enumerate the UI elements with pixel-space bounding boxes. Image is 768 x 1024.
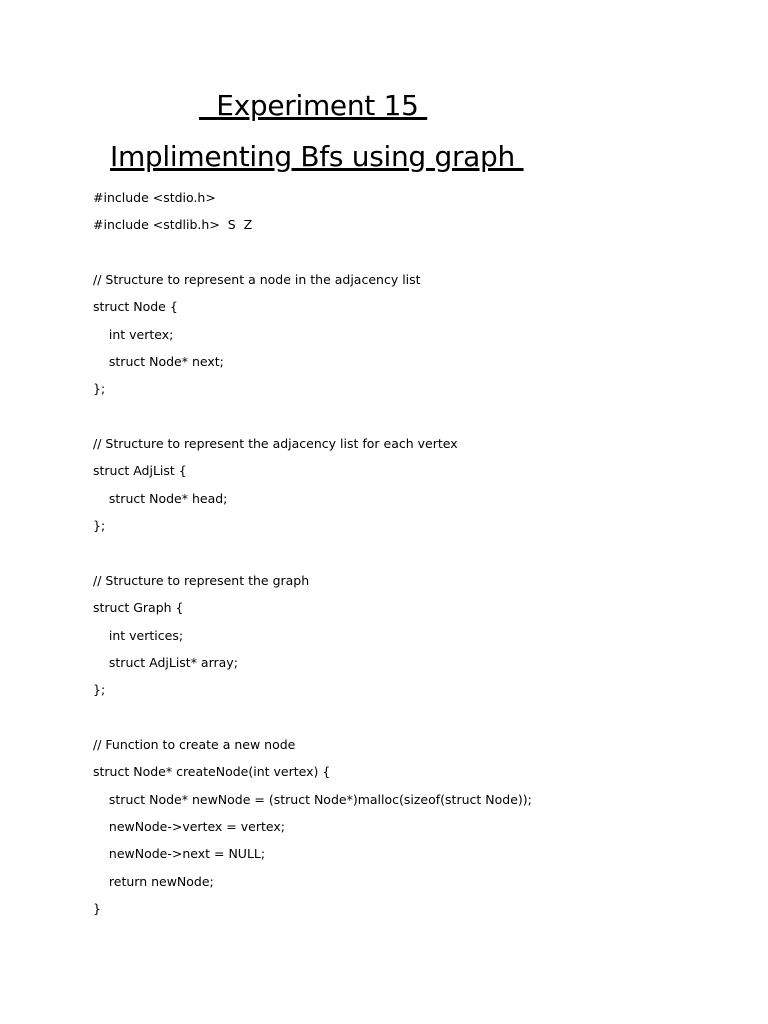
code-line: struct AdjList {	[93, 463, 187, 479]
code-line: int vertex;	[93, 326, 174, 342]
code-line: struct Node* next;	[93, 354, 224, 370]
code-line: newNode->next = NULL;	[93, 846, 266, 862]
document-subtitle: Implimenting Bfs using graph	[110, 140, 524, 173]
code-line: #include <stdio.h>	[93, 190, 216, 205]
code-line: int vertices;	[93, 627, 184, 643]
code-line: struct Node {	[93, 299, 178, 315]
code-line: };	[93, 682, 106, 698]
code-line: struct AdjList* array;	[93, 654, 238, 670]
code-line	[93, 406, 532, 433]
code-line: struct Node* head;	[93, 490, 228, 506]
code-line: };	[93, 381, 106, 397]
code-line: }	[93, 900, 101, 916]
code-line: return newNode;	[93, 873, 214, 889]
code-line: };	[93, 518, 106, 534]
code-line: // Function to create a new node	[93, 736, 296, 752]
code-block	[93, 187, 532, 925]
code-line: // Structure to represent the adjacency list for each vertex	[93, 436, 458, 452]
code-line: struct Node* newNode = (struct Node*)malloc(sizeof(struct Node));	[93, 791, 532, 807]
code-line: // Structure to represent the graph	[93, 572, 310, 588]
code-line: newNode->vertex = vertex;	[93, 818, 285, 834]
code-line: struct Node* createNode(int vertex) {	[93, 764, 331, 780]
code-line	[93, 542, 532, 569]
code-line	[93, 707, 532, 734]
code-line: #include <stdlib.h> S Z	[93, 217, 253, 233]
document-title: Experiment 15	[199, 89, 428, 122]
code-line	[93, 242, 532, 269]
code-line: // Structure to represent a node in the adjacency list	[93, 272, 421, 288]
code-line: struct Graph {	[93, 600, 184, 616]
